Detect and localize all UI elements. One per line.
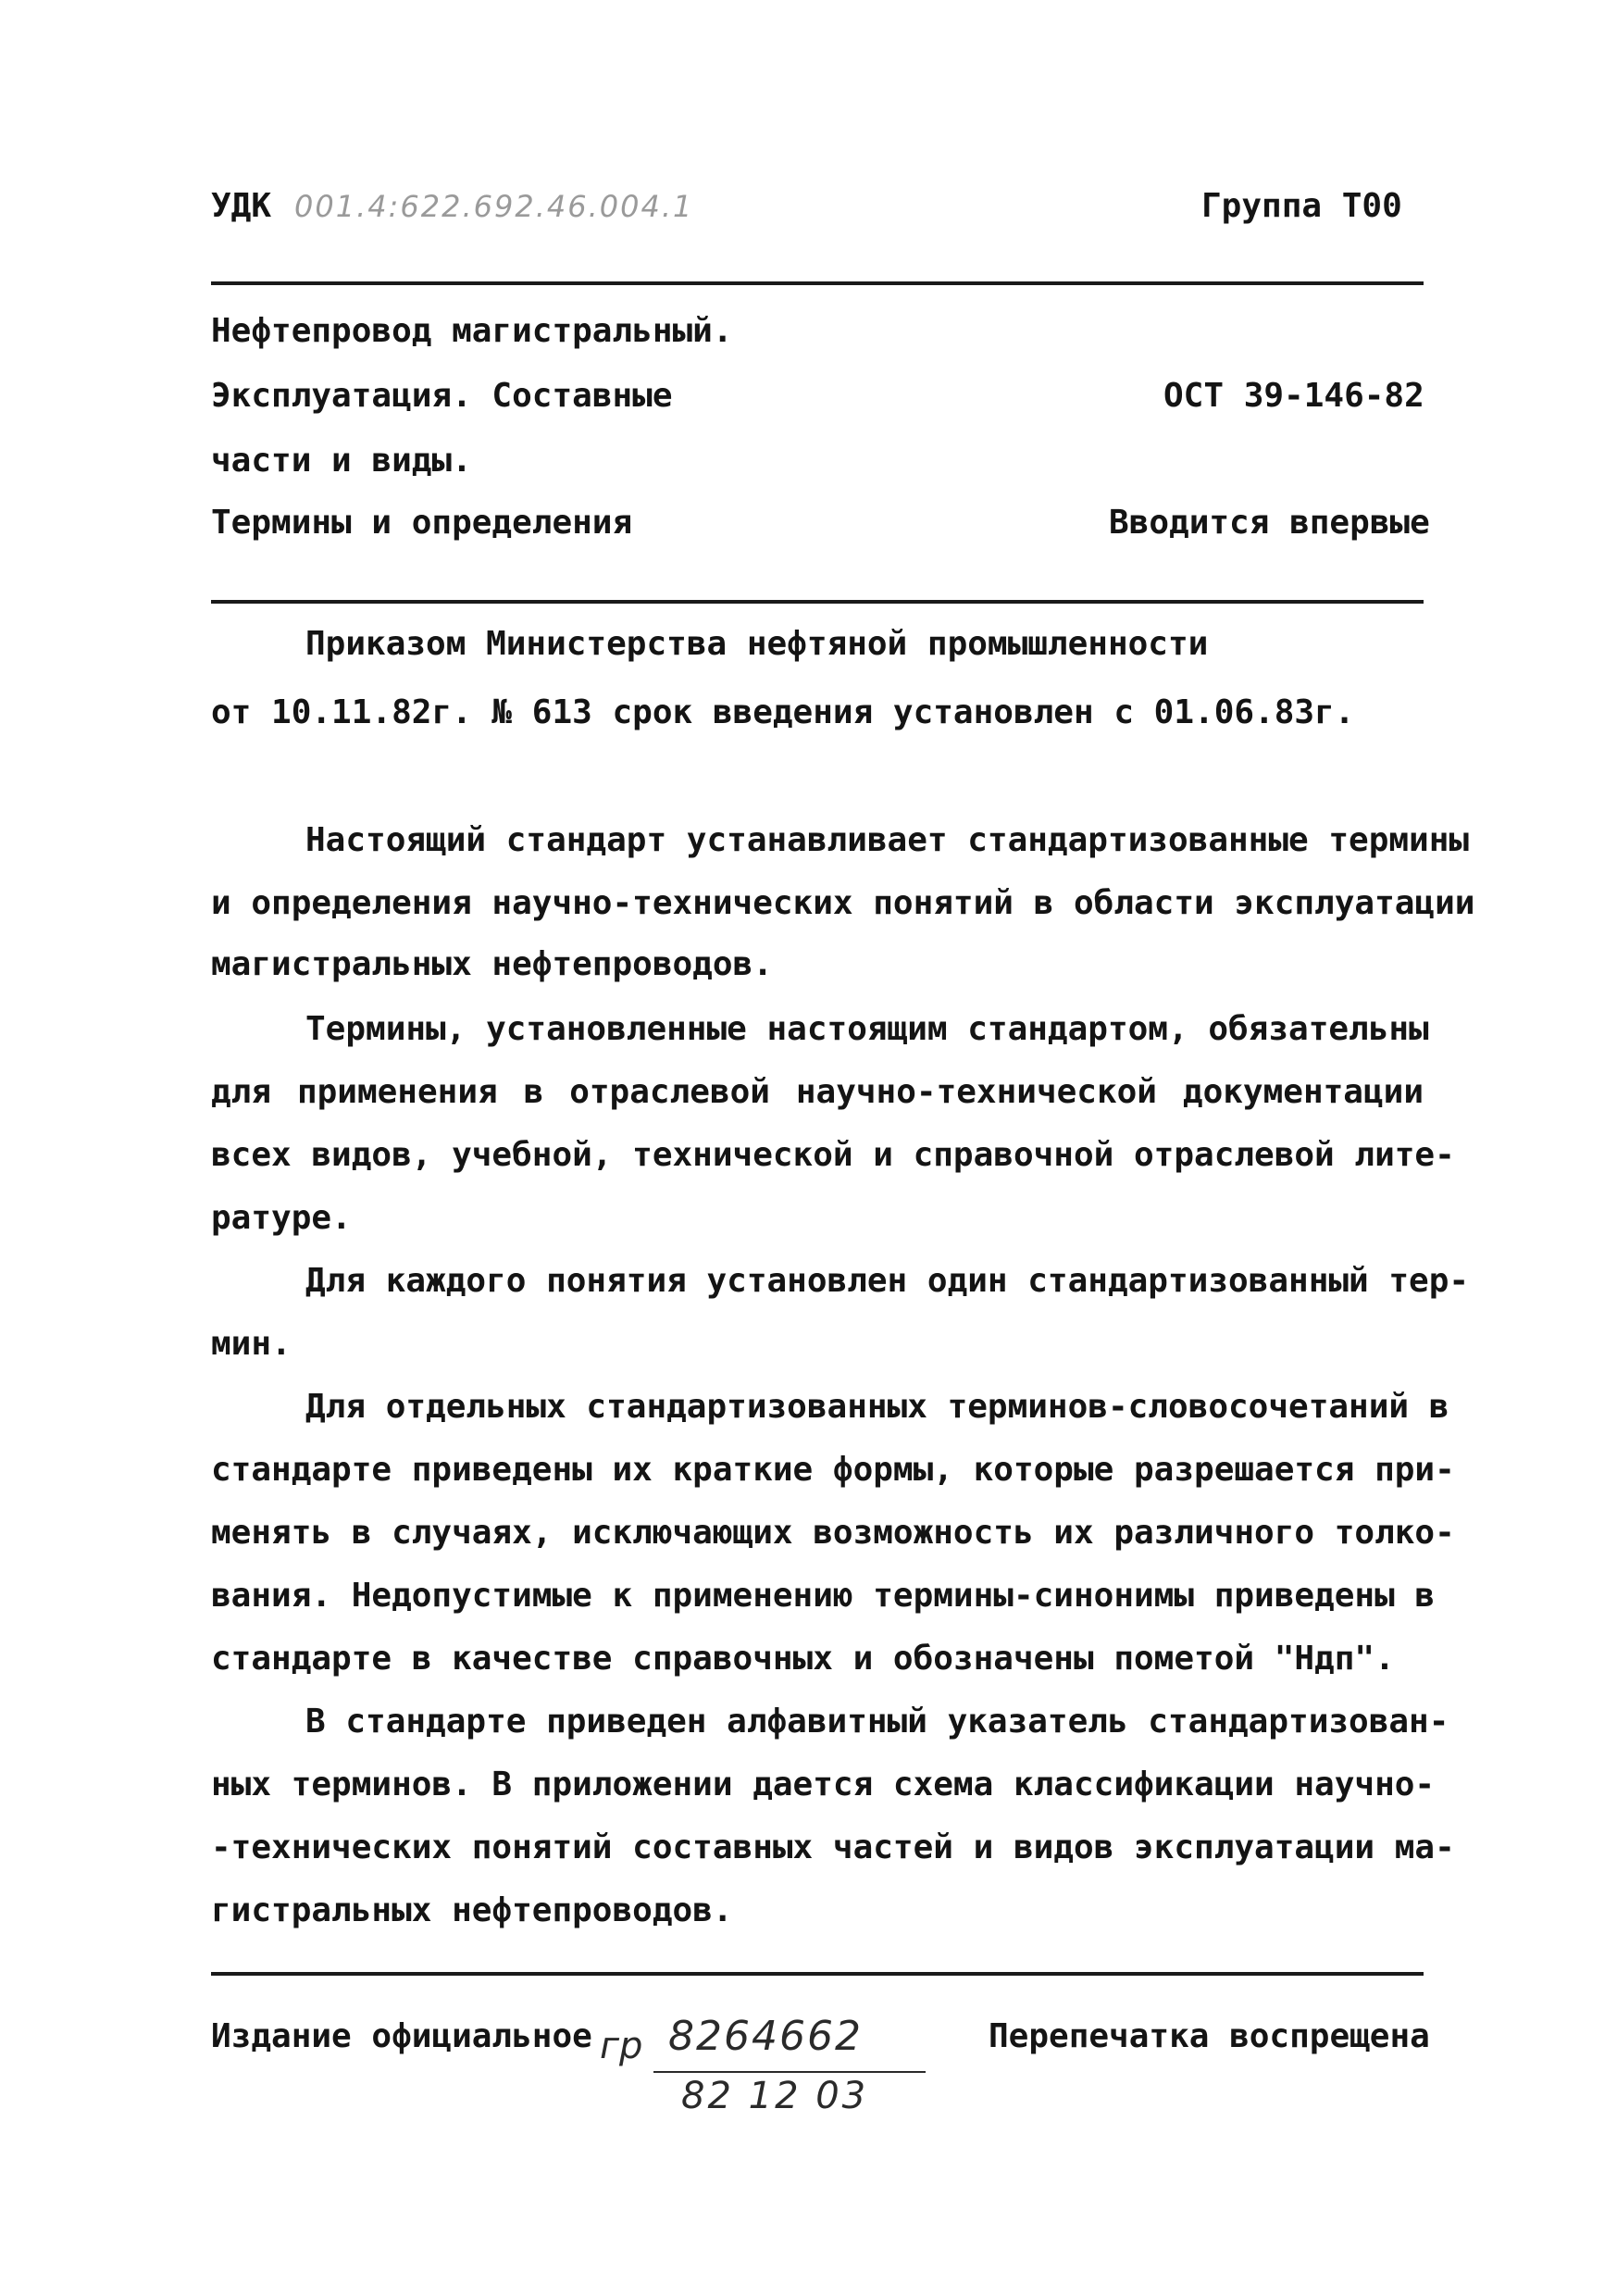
body-line-9: мин. [211,1325,292,1363]
body-line-11: стандарте приведены их краткие формы, которые разрешается при- [211,1451,1455,1489]
order-line-1: Приказом Министерства нефтяной промышленности [305,625,1209,663]
body-line-10: Для отдельных стандартизованных терминов-словосочетаний в [305,1388,1449,1426]
registration-fraction-line [653,2071,926,2073]
standard-number: ОСТ 39-146-82 [1163,377,1424,415]
body-line-7: ратуре. [211,1199,352,1237]
reprint-note: Перепечатка воспрещена [989,2017,1430,2055]
body-line-2: и определения научно-технических понятий в области эксплуатации [211,884,1475,922]
body-line-8: Для каждого понятия установлен один стандартизованный тер- [305,1262,1470,1300]
title-line-3: части и виды. [211,442,472,480]
body-line-1: Настоящий стандарт устанавливает стандартизованные термины [305,821,1470,859]
udk-number: 001.4:622.692.46.004.1 [294,189,694,224]
footer-rule [211,1972,1424,1976]
registration-prefix: гр [600,2025,643,2067]
title-line-1: Нефтепровод магистральный. [211,312,733,350]
body-line-16: ных терминов. В приложении дается схема классификации научно- [211,1766,1436,1803]
body-line-18: гистральных нефтепроводов. [211,1891,733,1929]
body-line-6: всех видов, учебной, технической и справочной отраслевой лите- [211,1136,1455,1174]
order-line-2: от 10.11.82г. № 613 срок введения установлен с 01.06.83г. [211,693,1355,731]
edition-label: Издание официальное [211,2017,592,2055]
body-line-4: Термины, установленные настоящим стандартом, обязательны [305,1010,1429,1048]
body-line-15: В стандарте приведен алфавитный указатель стандартизован- [305,1703,1449,1741]
body-line-14: стандарте в качестве справочных и обозначены пометой "Ндп". [211,1640,1395,1678]
body-line-3: магистральных нефтепроводов. [211,945,773,983]
status-label: Вводится впервые [1109,504,1430,542]
body-line-12: менять в случаях, исключающих возможность их различного толко- [211,1514,1455,1552]
registration-number: 8264662 [668,2013,863,2060]
group-label: Группа Т00 [1201,187,1402,225]
title-rule [211,600,1424,604]
title-line-2: Эксплуатация. Составные [211,377,673,415]
body-line-5: для применения в отраслевой научно-технической документации [211,1073,1424,1111]
body-line-17: -технических понятий составных частей и видов эксплуатации ма- [211,1828,1455,1866]
title-line-4: Термины и определения [211,504,633,542]
udk-label: УДК [211,187,272,225]
registration-date: 82 12 03 [681,2075,869,2117]
header-rule [211,281,1424,285]
body-line-13: вания. Недопустимые к применению термины-синонимы приведены в [211,1577,1436,1615]
